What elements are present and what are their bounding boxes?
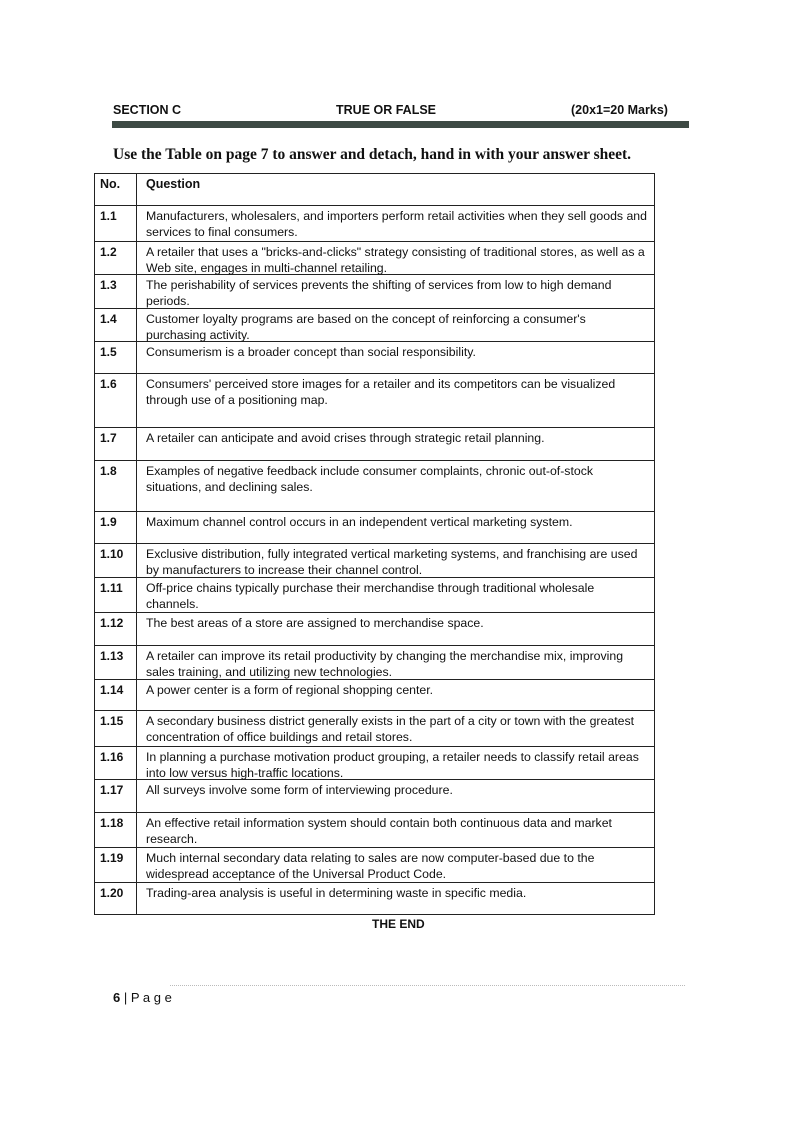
footer-divider (170, 985, 685, 986)
question-text: An effective retail information system should contain both continuous data and market research. (146, 816, 612, 846)
page-label: P a g e (130, 990, 172, 1005)
footer-separator: | (120, 990, 131, 1005)
marks-label: (20x1=20 Marks) (571, 103, 668, 117)
question-number: 1.10 (95, 544, 137, 577)
question-number: 1.8 (95, 461, 137, 511)
question-number: 1.14 (95, 680, 137, 710)
table-row (95, 578, 654, 613)
end-text: THE END (372, 917, 425, 931)
question-text: Customer loyalty programs are based on the concept of reinforcing a consumer's purchasing activity. (146, 312, 586, 342)
question-number: 1.5 (95, 342, 137, 373)
question-text: A retailer can anticipate and avoid crises through strategic retail planning. (146, 431, 545, 445)
table-row (95, 747, 654, 780)
header-divider (112, 121, 689, 128)
table-row (95, 780, 654, 813)
question-text: A secondary business district generally exists in the part of a city or town with the greatest concentration of office buildings and retail stores. (146, 714, 635, 744)
question-number: 1.6 (95, 374, 137, 427)
question-text: A retailer can improve its retail productivity by changing the merchandise mix, improving sales training, and utilizing new technologies. (146, 649, 624, 679)
page-footer (113, 990, 172, 1005)
question-number: 1.11 (95, 578, 137, 612)
table-row (95, 512, 654, 544)
table-row (95, 206, 654, 242)
table-row (95, 309, 654, 342)
question-number: 1.3 (95, 275, 137, 308)
question-number: 1.4 (95, 309, 137, 341)
question-number: 1.16 (95, 747, 137, 779)
question-text: The perishability of services prevents the shifting of services from low to high demand periods. (146, 278, 612, 308)
question-number: 1.13 (95, 646, 137, 679)
question-text: Off-price chains typically purchase their merchandise through traditional wholesale channels. (146, 581, 595, 611)
question-text: A power center is a form of regional shopping center. (146, 683, 434, 697)
question-text: Manufacturers, wholesalers, and importers perform retail activities when they sell goods and services to final consumers. (146, 209, 647, 239)
question-text: Consumers' perceived store images for a retailer and its competitors can be visualized through use of a positioning map. (146, 377, 616, 407)
question-text: Much internal secondary data relating to sales are now computer-based due to the widespread acceptance of the Universal Product Code. (146, 851, 595, 881)
question-number: 1.12 (95, 613, 137, 645)
question-text: Consumerism is a broader concept than social responsibility. (146, 345, 476, 359)
table-row (95, 848, 654, 883)
table-row (95, 428, 654, 461)
question-text: Maximum channel control occurs in an independent vertical marketing system. (146, 515, 573, 529)
question-number: 1.2 (95, 242, 137, 274)
question-number: 1.17 (95, 780, 137, 812)
table-row (95, 461, 654, 512)
table-row (95, 883, 654, 914)
table-row (95, 813, 654, 848)
table-row (95, 544, 654, 578)
table-row (95, 613, 654, 646)
table-row (95, 646, 654, 680)
questions-table (94, 173, 655, 915)
question-text: In planning a purchase motivation product grouping, a retailer needs to classify retail areas into low versus high-traffic locations. (146, 750, 639, 780)
table-row (95, 711, 654, 747)
question-text: A retailer that uses a "bricks-and-clicks" strategy consisting of traditional stores, as well as a Web site, engages in multi-channel retailing. (146, 245, 645, 275)
section-label: SECTION C (113, 103, 182, 117)
question-number: 1.18 (95, 813, 137, 847)
question-text: Exclusive distribution, fully integrated vertical marketing systems, and franchising are used by manufacturers to increase their channel control. (146, 547, 638, 577)
question-text: All surveys involve some form of interviewing procedure. (146, 783, 453, 797)
table-row (95, 374, 654, 428)
section-title: TRUE OR FALSE (336, 103, 437, 117)
table-row (95, 680, 654, 711)
question-text: Examples of negative feedback include consumer complaints, chronic out-of-stock situations, and declining sales. (146, 464, 594, 494)
question-number: 1.9 (95, 512, 137, 543)
table-row (95, 275, 654, 309)
header-question: Question (146, 177, 201, 191)
instruction: Use the Table on page 7 to answer and detach, hand in with your answer sheet. (113, 146, 632, 163)
question-text: Trading-area analysis is useful in determining waste in specific media. (146, 886, 527, 900)
question-number: 1.20 (95, 883, 137, 914)
page-number: 6 (113, 990, 121, 1005)
table-row (95, 242, 654, 275)
question-number: 1.15 (95, 711, 137, 746)
question-number: 1.19 (95, 848, 137, 882)
question-number: 1.7 (95, 428, 137, 460)
header-no: No. (95, 174, 137, 205)
table-header-row (95, 174, 654, 206)
question-text: The best areas of a store are assigned to merchandise space. (146, 616, 484, 630)
question-number: 1.1 (95, 206, 137, 241)
table-row (95, 342, 654, 374)
